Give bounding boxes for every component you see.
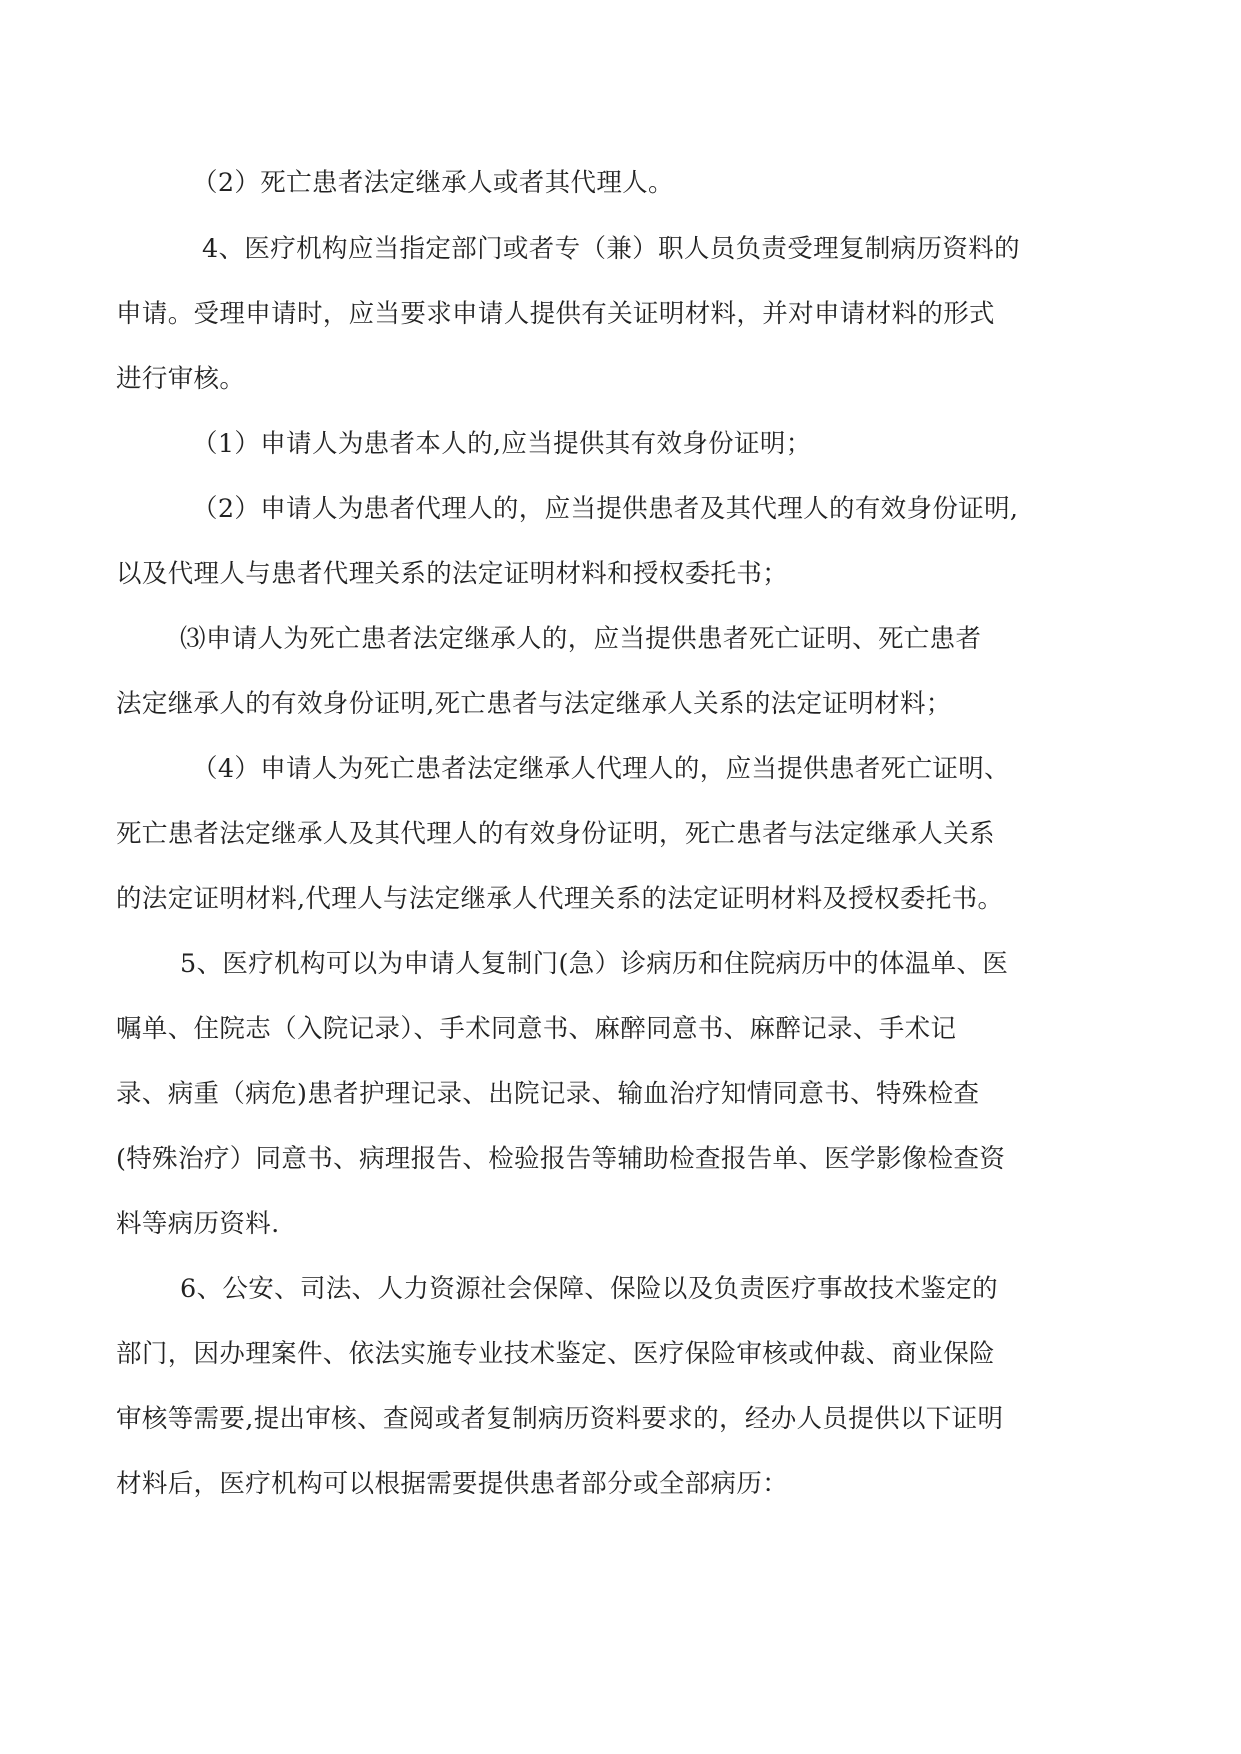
paragraph-line: 申请。受理申请时，应当要求申请人提供有关证明材料，并对申请材料的形式 xyxy=(116,299,995,329)
paragraph-line: 审核等需要,提出审核、查阅或者复制病历资料要求的，经办人员提供以下证明 xyxy=(116,1404,1004,1434)
paragraph-line: 4、医疗机构应当指定部门或者专（兼）职人员负责受理复制病历资料的 xyxy=(202,234,1020,264)
paragraph-line: 部门，因办理案件、依法实施专业技术鉴定、医疗保险审核或仲裁、商业保险 xyxy=(116,1339,995,1369)
paragraph-line: 法定继承人的有效身份证明,死亡患者与法定继承人关系的法定证明材料； xyxy=(116,689,952,719)
paragraph-line: 材料后，医疗机构可以根据需要提供患者部分或全部病历： xyxy=(116,1469,789,1499)
paragraph-line: 料等病历资料. xyxy=(116,1209,280,1239)
paragraph-line: 的法定证明材料,代理人与法定继承人代理关系的法定证明材料及授权委托书。 xyxy=(116,884,1004,914)
paragraph-line: （1）申请人为患者本人的,应当提供其有效身份证明； xyxy=(192,429,812,459)
paragraph-line: 死亡患者法定继承人及其代理人的有效身份证明，死亡患者与法定继承人关系 xyxy=(116,819,995,849)
paragraph-line: ⑶申请人为死亡患者法定继承人的，应当提供患者死亡证明、死亡患者 xyxy=(180,624,982,654)
paragraph-line: 录、病重（病危)患者护理记录、出院记录、输血治疗知情同意书、特殊检查 xyxy=(116,1079,980,1109)
paragraph-line: 嘱单、住院志（入院记录）、手术同意书、麻醉同意书、麻醉记录、手术记 xyxy=(116,1014,957,1044)
paragraph-line: （2）申请人为患者代理人的，应当提供患者及其代理人的有效身份证明, xyxy=(192,494,1019,524)
paragraph-line: 进行审核。 xyxy=(116,364,246,394)
paragraph-line: 以及代理人与患者代理关系的法定证明材料和授权委托书； xyxy=(116,559,789,589)
paragraph-line: (特殊治疗）同意书、病理报告、检验报告等辅助检查报告单、医学影像检查资 xyxy=(116,1144,1006,1174)
paragraph-line: 6、公安、司法、人力资源社会保障、保险以及负责医疗事故技术鉴定的 xyxy=(180,1274,998,1304)
paragraph-line: 5、医疗机构可以为申请人复制门(急）诊病历和住院病历中的体温单、医 xyxy=(180,949,1009,979)
paragraph-line: （4）申请人为死亡患者法定继承人代理人的，应当提供患者死亡证明、 xyxy=(192,754,1010,784)
paragraph-line: （2）死亡患者法定继承人或者其代理人。 xyxy=(192,168,674,198)
